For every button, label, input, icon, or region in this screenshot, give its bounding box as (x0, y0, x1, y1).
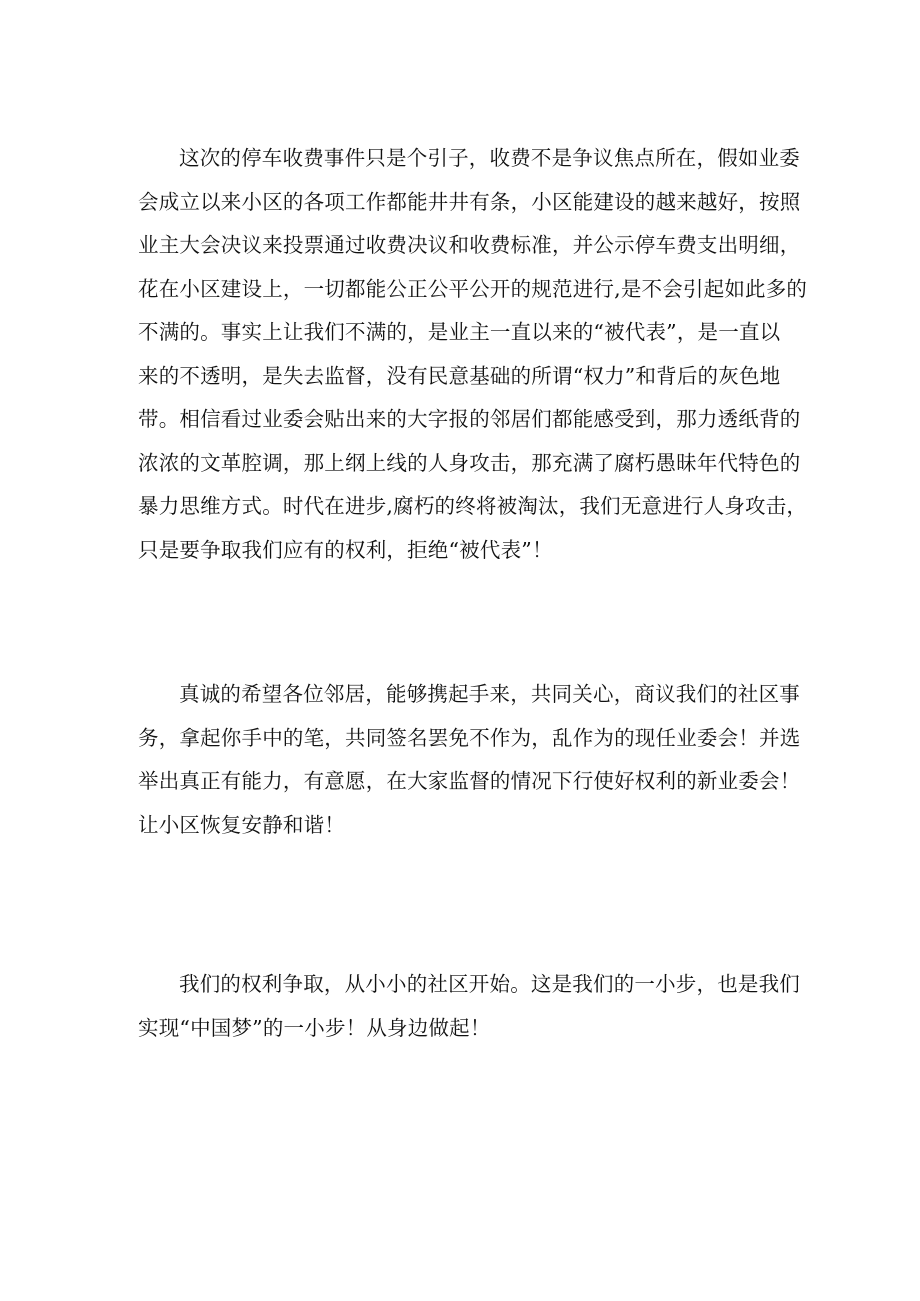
paragraph-3 (138, 963, 798, 1050)
paragraph-line: 会成立以来小区的各项工作都能井井有条，小区能建设的越来越好，按照 (138, 189, 801, 214)
paragraph-line: 花在小区建设上，一切都能公正公平公开的规范进行,是不会引起如此多的 (138, 276, 808, 301)
paragraph-line: 这次的停车收费事件只是个引子，收费不是争议焦点所在，假如业委 (179, 146, 800, 170)
paragraph-line: 不满的。事实上让我们不满的，是业主一直以来的“被代表”，是一直以 (138, 320, 781, 344)
paragraph-line: 带。相信看过业委会贴出来的大字报的邻居们都能感受到，那力透纸背的 (138, 407, 801, 431)
paragraph-1 (138, 137, 808, 572)
paragraph-line: 务，拿起你手中的笔，共同签名罢免不作为，乱作为的现任业委会！并选 (138, 725, 801, 750)
paragraph-line: 来的不透明，是失去监督，没有民意基础的所谓“权力”和背后的灰色地 (138, 363, 781, 388)
paragraph-line: 我们的权利争取，从小小的社区开始。这是我们的一小步，也是我们 (179, 972, 800, 996)
paragraph-line: 只是要争取我们应有的权利，拒绝“被代表”！ (138, 537, 553, 562)
paragraph-line: 业主大会决议来投票通过收费决议和收费标准，并公示停车费支出明细， (138, 233, 801, 257)
paragraph-2 (138, 673, 801, 847)
paragraph-line: 暴力思维方式。时代在进步,腐朽的终将被淘汰，我们无意进行人身攻击， (138, 494, 808, 518)
paragraph-line: 浓浓的文革腔调，那上纲上线的人身攻击，那充满了腐朽愚昧年代特色的 (138, 450, 801, 475)
paragraph-line: 实现“中国梦”的一小步！从身边做起！ (138, 1015, 491, 1040)
paragraph-line: 举出真正有能力，有意愿，在大家监督的情况下行使好权利的新业委会！ (138, 769, 801, 793)
paragraph-line: 真诚的希望各位邻居，能够携起手来，共同关心，商议我们的社区事 (179, 682, 800, 706)
paragraph-line: 让小区恢复安静和谐！ (138, 812, 345, 837)
